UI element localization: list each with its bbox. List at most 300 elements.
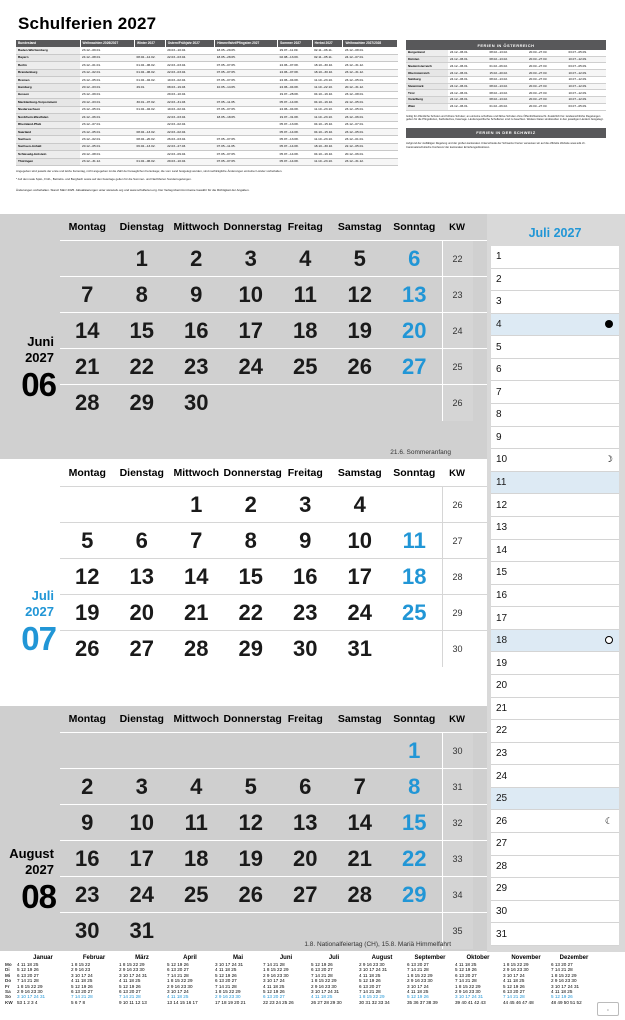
note-day-number: 24 bbox=[496, 770, 508, 782]
week-row bbox=[60, 312, 487, 348]
table-row bbox=[16, 151, 398, 158]
year-month-märz bbox=[118, 955, 166, 1005]
day-cell[interactable]: 30 bbox=[184, 390, 209, 415]
note-day-number: 8 bbox=[496, 409, 502, 421]
day-cell[interactable]: 13 bbox=[129, 564, 154, 589]
day-cell[interactable]: 19 bbox=[238, 846, 263, 871]
region-name: Oberösterreich bbox=[406, 70, 448, 77]
year-overview bbox=[0, 952, 625, 1020]
note-day-number: 21 bbox=[496, 702, 508, 714]
holiday-range: 23.12.–05.01. bbox=[80, 106, 135, 113]
day-cell[interactable]: 15 bbox=[129, 318, 154, 343]
day-cell[interactable]: 3 bbox=[299, 492, 312, 517]
day-cell[interactable]: 26 bbox=[347, 354, 372, 379]
holiday-range: 19.07.–28.08. bbox=[278, 91, 312, 98]
holiday-range bbox=[215, 121, 278, 128]
day-cell[interactable]: 30 bbox=[75, 918, 100, 943]
year-day-row: 7 14 21 28 bbox=[71, 994, 93, 1000]
note-row[interactable] bbox=[491, 856, 619, 879]
weekday-name: Montag bbox=[68, 221, 106, 233]
day-cell[interactable]: 9 bbox=[299, 528, 312, 553]
month-label bbox=[0, 706, 60, 952]
year-day-row: 1 8 15 22 29 bbox=[167, 978, 193, 984]
note-row[interactable] bbox=[491, 404, 619, 427]
weekday-name: Samstag bbox=[337, 467, 382, 479]
day-cell[interactable]: 6 bbox=[408, 246, 421, 271]
year-day-row: 1 8 15 22 29 bbox=[119, 962, 145, 967]
day-cell[interactable]: 17 bbox=[238, 318, 263, 343]
table-row bbox=[16, 69, 398, 76]
year-month-name: Dezember bbox=[559, 955, 589, 961]
day-cell[interactable]: 1 bbox=[135, 246, 148, 271]
note-row[interactable] bbox=[491, 675, 619, 698]
year-day-row: 2 9 16 23 30 bbox=[455, 989, 481, 995]
holiday-range: 11.10.–22.10. bbox=[312, 84, 343, 91]
day-cell[interactable]: 19 bbox=[75, 600, 100, 625]
week-number: 25 bbox=[442, 349, 473, 385]
day-cell[interactable]: 3 bbox=[135, 774, 148, 799]
table-row bbox=[16, 114, 398, 121]
note-row[interactable] bbox=[491, 810, 619, 833]
day-cell[interactable]: 20 bbox=[402, 318, 427, 343]
day-cell[interactable]: 24 bbox=[347, 600, 372, 625]
day-cell[interactable]: 26 bbox=[238, 882, 263, 907]
day-cell[interactable]: 23 bbox=[293, 600, 318, 625]
year-day-row: 3 10 17 24 31 bbox=[119, 972, 148, 978]
holiday-range: 22.03.–03.04. bbox=[165, 114, 215, 121]
note-row[interactable] bbox=[491, 494, 619, 517]
holiday-range bbox=[135, 47, 166, 54]
day-cell[interactable]: 27 bbox=[293, 882, 318, 907]
table-row bbox=[16, 91, 398, 98]
day-cell[interactable]: 21 bbox=[184, 600, 209, 625]
holiday-range: 22.03.–03.04. bbox=[165, 54, 215, 61]
holiday-range: 03.07.–05.09. bbox=[567, 50, 607, 56]
holiday-range: 04.10.–15.10. bbox=[312, 121, 343, 128]
month-label bbox=[0, 214, 60, 460]
day-cell[interactable]: 13 bbox=[293, 810, 318, 835]
holiday-range: 18.05.–18.05. bbox=[215, 114, 278, 121]
holiday-range: 04.10.–16.10. bbox=[312, 151, 343, 158]
year-day-row: 1 8 15 22 29 bbox=[455, 983, 481, 989]
holiday-range: 05.07.–13.08. bbox=[278, 121, 312, 128]
holiday-range: 24.12.–08.01. bbox=[80, 54, 135, 61]
note-day-number: 20 bbox=[496, 680, 508, 692]
day-cell[interactable]: 10 bbox=[129, 810, 154, 835]
full-moon-icon bbox=[605, 636, 613, 646]
holiday-range: 04.10.–16.10. bbox=[312, 99, 343, 106]
holiday-range: 29.03.–10.04. bbox=[165, 158, 215, 165]
day-cell[interactable]: 5 bbox=[353, 246, 366, 271]
note-row[interactable] bbox=[491, 381, 619, 404]
note-day-number: 27 bbox=[496, 838, 508, 850]
holiday-range: 24.12.–06.01. bbox=[80, 114, 135, 121]
year-day-row: 4 11 18 25 bbox=[167, 994, 189, 1000]
day-cell[interactable]: 20 bbox=[293, 846, 318, 871]
year-kw-row: 35 36 37 38 39 bbox=[407, 999, 438, 1005]
day-cell[interactable]: 4 bbox=[299, 246, 312, 271]
day-cell[interactable]: 12 bbox=[347, 282, 372, 307]
table-row bbox=[16, 158, 398, 165]
day-cell[interactable]: 24 bbox=[238, 354, 263, 379]
year-kw-row: 53 1 2 3 4 bbox=[17, 999, 38, 1005]
holiday-range: 20.12.–03.01. bbox=[80, 99, 135, 106]
day-cell[interactable]: 18 bbox=[293, 318, 318, 343]
week-row bbox=[60, 804, 487, 840]
day-cell[interactable]: 22 bbox=[238, 600, 263, 625]
day-cell[interactable]: 22 bbox=[129, 354, 154, 379]
week-number: 30 bbox=[442, 631, 473, 667]
day-cell[interactable]: 12 bbox=[238, 810, 263, 835]
table-row bbox=[406, 56, 606, 63]
day-cell[interactable]: 17 bbox=[347, 564, 372, 589]
day-cell[interactable]: 16 bbox=[293, 564, 318, 589]
month-name: Juli bbox=[31, 588, 54, 603]
year-kw-row: 13 14 15 16 17 bbox=[167, 999, 198, 1005]
state-name: Brandenburg bbox=[16, 69, 80, 76]
holiday-range: 23.12.–02.01. bbox=[80, 69, 135, 76]
year-day-row: 2 9 16 23 30 bbox=[167, 983, 193, 989]
month-year: 2027 bbox=[25, 350, 54, 365]
day-cell[interactable]: 15 bbox=[238, 564, 263, 589]
table-row bbox=[16, 129, 398, 136]
holiday-range: 23.12.–02.01. bbox=[80, 136, 135, 143]
table-header-row bbox=[16, 40, 398, 47]
holiday-range: 08.02.–12.02. bbox=[135, 54, 166, 61]
day-cell[interactable]: 14 bbox=[75, 318, 100, 343]
note-row[interactable] bbox=[491, 336, 619, 359]
weekday-name: Sonntag bbox=[393, 713, 436, 725]
day-cell[interactable]: 2 bbox=[81, 774, 94, 799]
note-row[interactable] bbox=[491, 833, 619, 856]
note-row[interactable] bbox=[491, 788, 619, 811]
day-cell[interactable]: 16 bbox=[184, 318, 209, 343]
week-number: 22 bbox=[442, 241, 473, 277]
day-cell[interactable]: 9 bbox=[81, 810, 94, 835]
day-cell[interactable]: 23 bbox=[184, 354, 209, 379]
year-kw-row: 26 27 28 29 30 bbox=[311, 999, 342, 1005]
holiday-range: 08.02.–13.02. bbox=[135, 129, 166, 136]
day-cell[interactable]: 4 bbox=[190, 774, 203, 799]
holiday-range: 23.12.–08.01. bbox=[343, 47, 398, 54]
note-row[interactable] bbox=[491, 562, 619, 585]
day-cell[interactable]: 1 bbox=[190, 492, 203, 517]
holiday-range: 20.03.–27.03. bbox=[527, 63, 567, 70]
holiday-range: 07.05.–07.05. bbox=[215, 151, 278, 158]
holiday-range: 29.01. bbox=[135, 84, 166, 91]
note-row[interactable] bbox=[491, 449, 619, 472]
holiday-range: 23.12.–05.01. bbox=[80, 129, 135, 136]
year-month-name: Oktober bbox=[466, 955, 490, 961]
holiday-range: 23.12.–31.12. bbox=[343, 62, 398, 69]
table-row bbox=[406, 83, 606, 90]
day-cell[interactable]: 14 bbox=[184, 564, 209, 589]
day-cell[interactable]: 11 bbox=[293, 282, 317, 307]
year-day-row: 6 13 20 27 bbox=[17, 972, 39, 978]
holiday-range: 29.07.–11.09. bbox=[278, 47, 312, 54]
week-row bbox=[60, 732, 487, 768]
holiday-range: 08.02.–20.02. bbox=[135, 136, 166, 143]
year-day-row: 1 8 15 22 29 bbox=[311, 978, 337, 984]
year-month-oktober bbox=[454, 955, 502, 1005]
day-cell[interactable]: 11 bbox=[184, 810, 208, 835]
year-day-row: 2 9 16 23 30 bbox=[119, 967, 145, 973]
weekday-name: Mittwoch bbox=[173, 467, 219, 479]
holiday-range: 10.07.–12.09. bbox=[567, 90, 607, 97]
day-cell[interactable]: 5 bbox=[81, 528, 94, 553]
day-cell[interactable]: 18 bbox=[402, 564, 427, 589]
note-row[interactable] bbox=[491, 607, 619, 630]
holiday-range: 23.12.–05.01. bbox=[343, 129, 398, 136]
day-cell[interactable]: 10 bbox=[347, 528, 372, 553]
day-cell[interactable]: 17 bbox=[129, 846, 154, 871]
note-day-number: 7 bbox=[496, 386, 502, 398]
week-number: 24 bbox=[442, 313, 473, 349]
weekday-name: Samstag bbox=[337, 713, 382, 725]
austria-switzerland-wrap bbox=[406, 40, 606, 149]
holiday-range bbox=[215, 129, 278, 136]
note-day-number: 28 bbox=[496, 860, 508, 872]
note-row[interactable] bbox=[491, 698, 619, 721]
holiday-range: 08.02.–13.02. bbox=[488, 83, 528, 90]
holiday-range: 08.02.–13.02. bbox=[488, 76, 528, 83]
note-day-number: 29 bbox=[496, 883, 508, 895]
day-cell[interactable]: 6 bbox=[299, 774, 312, 799]
note-day-number: 10 bbox=[496, 454, 508, 466]
year-day-row: 6 13 20 27 bbox=[551, 962, 573, 967]
day-cell[interactable]: 30 bbox=[293, 636, 318, 661]
day-cell[interactable]: 10 bbox=[238, 282, 263, 307]
table-row bbox=[406, 63, 606, 70]
day-cell[interactable]: 8 bbox=[135, 282, 148, 307]
day-cell[interactable]: 25 bbox=[184, 882, 209, 907]
holiday-range: 24.12.–06.01. bbox=[448, 90, 488, 97]
year-day-row: 1 8 15 22 bbox=[71, 962, 91, 967]
year-day-row: 4 11 18 25 bbox=[551, 989, 573, 995]
day-cell[interactable]: 18 bbox=[184, 846, 209, 871]
holiday-range: 23.12.–05.01. bbox=[343, 77, 398, 84]
day-cell[interactable]: 27 bbox=[402, 354, 427, 379]
note-row[interactable] bbox=[491, 878, 619, 901]
holiday-range: 18.05.–28.05. bbox=[215, 54, 278, 61]
dow-label: Fr bbox=[5, 983, 10, 989]
month-block-juni bbox=[0, 214, 487, 460]
day-cell[interactable]: 16 bbox=[75, 846, 100, 871]
note-row[interactable] bbox=[491, 269, 619, 292]
day-cell[interactable]: 7 bbox=[81, 282, 94, 307]
notes-column bbox=[487, 214, 625, 952]
day-cell[interactable]: 28 bbox=[347, 882, 372, 907]
note-row[interactable] bbox=[491, 652, 619, 675]
page-title: Schulferien 2027 bbox=[18, 14, 157, 33]
note-row[interactable] bbox=[491, 359, 619, 382]
holiday-range: 07.05.–07.05. bbox=[215, 77, 278, 84]
note-day-number: 1 bbox=[496, 251, 502, 263]
table-row bbox=[16, 136, 398, 143]
day-cell[interactable]: 9 bbox=[190, 282, 203, 307]
dow-label: So bbox=[5, 994, 11, 1000]
holiday-range: 24.06.–07.08. bbox=[278, 62, 312, 69]
note-row[interactable] bbox=[491, 901, 619, 924]
day-cell[interactable]: 29 bbox=[129, 390, 154, 415]
year-day-row: 5 12 19 26 bbox=[263, 989, 285, 995]
holiday-range: 05.07.–13.08. bbox=[278, 136, 312, 143]
year-month-name: Januar bbox=[33, 955, 53, 961]
day-cell[interactable]: 22 bbox=[402, 846, 427, 871]
year-day-row: 4 11 18 25 bbox=[263, 983, 285, 989]
holiday-range: 22.12.–05.01. bbox=[343, 99, 398, 106]
german-holidays-table-wrap bbox=[16, 40, 398, 192]
note-row[interactable] bbox=[491, 427, 619, 450]
note-row[interactable] bbox=[491, 314, 619, 337]
note-row[interactable] bbox=[491, 765, 619, 788]
day-cell[interactable]: 7 bbox=[190, 528, 203, 553]
day-cell[interactable]: 21 bbox=[75, 354, 100, 379]
year-day-row: 1 8 15 22 29 bbox=[215, 989, 241, 995]
year-day-row: 5 12 19 26 bbox=[455, 967, 477, 973]
holiday-range: 03.07.–05.09. bbox=[567, 63, 607, 70]
year-kw-row: 9 10 11 12 13 bbox=[119, 999, 147, 1005]
holiday-range: 01.02.–06.02. bbox=[135, 158, 166, 165]
year-day-row: 5 12 19 26 bbox=[551, 994, 573, 1000]
year-day-row: 6 13 20 27 bbox=[263, 994, 285, 1000]
note-row[interactable] bbox=[491, 585, 619, 608]
month-label bbox=[0, 460, 60, 706]
day-cell[interactable]: 5 bbox=[244, 774, 257, 799]
months-container bbox=[0, 214, 487, 952]
day-cell[interactable]: 25 bbox=[402, 600, 427, 625]
year-day-row: 3 10 17 24 31 bbox=[17, 994, 46, 1000]
year-day-row: 2 9 16 23 30 bbox=[17, 989, 43, 995]
holiday-range: 24.06.–07.08. bbox=[278, 69, 312, 76]
year-day-row: 6 13 20 27 bbox=[407, 962, 429, 967]
day-cell[interactable]: 31 bbox=[347, 636, 372, 661]
note-day-number: 26 bbox=[496, 815, 508, 827]
note-row[interactable] bbox=[491, 743, 619, 766]
weekday-name: Freitag bbox=[287, 713, 323, 725]
table-row bbox=[16, 77, 398, 84]
day-cell[interactable]: 13 bbox=[402, 282, 427, 307]
day-cell[interactable]: 2 bbox=[244, 492, 257, 517]
note-row[interactable] bbox=[491, 923, 619, 946]
state-name: Mecklenburg-Vorpommern bbox=[16, 99, 80, 106]
holiday-range: 08.02.–13.02. bbox=[488, 90, 528, 97]
day-cell[interactable]: 14 bbox=[347, 810, 372, 835]
day-cell[interactable]: 28 bbox=[75, 390, 100, 415]
day-cell[interactable]: 7 bbox=[353, 774, 366, 799]
day-cell[interactable]: 21 bbox=[347, 846, 372, 871]
region-name: Wien bbox=[406, 103, 448, 110]
note-row[interactable] bbox=[491, 246, 619, 269]
day-cell[interactable]: 11 bbox=[402, 528, 426, 553]
year-month-name: August bbox=[371, 955, 393, 961]
day-cell[interactable]: 15 bbox=[402, 810, 427, 835]
holiday-range: 23.12.–01.01. bbox=[343, 136, 398, 143]
day-cell[interactable]: 25 bbox=[293, 354, 318, 379]
day-cell[interactable]: 24 bbox=[129, 882, 154, 907]
day-cell[interactable]: 20 bbox=[129, 600, 154, 625]
table-row bbox=[16, 143, 398, 150]
day-cell[interactable]: 12 bbox=[75, 564, 100, 589]
year-day-row: 5 12 19 26 bbox=[17, 967, 39, 973]
holiday-range: 02.11.–05.11. bbox=[312, 54, 343, 61]
note-row[interactable] bbox=[491, 291, 619, 314]
month-name: Juni bbox=[27, 334, 54, 349]
year-day-row: 1 8 15 22 29 bbox=[551, 972, 577, 978]
year-day-row: 4 11 18 25 bbox=[311, 994, 333, 1000]
note-day-number: 2 bbox=[496, 273, 502, 285]
holiday-range: 26.03.–03.04. bbox=[165, 136, 215, 143]
day-cell[interactable]: 1 bbox=[408, 738, 421, 763]
year-day-row: 6 13 20 27 bbox=[215, 978, 237, 984]
day-cell[interactable]: 8 bbox=[244, 528, 257, 553]
note-row[interactable] bbox=[491, 630, 619, 653]
note-row[interactable] bbox=[491, 517, 619, 540]
weekday-name: Dienstag bbox=[119, 221, 164, 233]
day-cell[interactable]: 6 bbox=[135, 528, 148, 553]
holiday-range: 01.02.–06.02. bbox=[488, 63, 528, 70]
day-cell[interactable]: 8 bbox=[408, 774, 421, 799]
day-cell[interactable]: 31 bbox=[129, 918, 154, 943]
year-month-name: November bbox=[511, 955, 541, 961]
year-kw-row: 44 45 46 47 48 bbox=[503, 999, 534, 1005]
holiday-range: 23.12.–05.01. bbox=[80, 77, 135, 84]
table-row bbox=[16, 47, 398, 54]
day-cell[interactable]: 27 bbox=[129, 636, 154, 661]
note-row[interactable] bbox=[491, 720, 619, 743]
day-cell[interactable]: 29 bbox=[238, 636, 263, 661]
holiday-range: 22.03.–03.04. bbox=[165, 69, 215, 76]
month-note: 21.6. Sommeranfang bbox=[390, 449, 451, 456]
week-row bbox=[60, 594, 487, 630]
year-day-row: 5 12 19 26 bbox=[311, 962, 333, 967]
table-row bbox=[406, 70, 606, 77]
note-row[interactable] bbox=[491, 540, 619, 563]
holiday-range: 22.03.–09.04. bbox=[165, 151, 215, 158]
note-row[interactable] bbox=[491, 472, 619, 495]
day-cell[interactable]: 29 bbox=[402, 882, 427, 907]
year-kw-row: 5 6 7 8 bbox=[71, 999, 86, 1005]
holiday-range: 24.12.–06.01. bbox=[448, 76, 488, 83]
year-day-row: 2 9 16 23 30 bbox=[311, 983, 337, 989]
day-cell[interactable]: 3 bbox=[244, 246, 257, 271]
year-day-row: 6 13 20 27 bbox=[455, 972, 477, 978]
year-day-row: 6 13 20 27 bbox=[119, 989, 141, 995]
year-day-row: 7 14 21 28 bbox=[167, 972, 189, 978]
state-name: Sachsen bbox=[16, 136, 80, 143]
state-name: Bayern bbox=[16, 54, 80, 61]
month-block-juli bbox=[0, 460, 487, 706]
day-cell[interactable]: 28 bbox=[184, 636, 209, 661]
holiday-range: 01.02.–06.02. bbox=[488, 103, 528, 110]
day-cell[interactable]: 26 bbox=[75, 636, 100, 661]
day-cell[interactable]: 2 bbox=[190, 246, 203, 271]
year-month-mai bbox=[214, 955, 262, 1005]
weekday-name: Freitag bbox=[287, 221, 323, 233]
day-cell[interactable]: 4 bbox=[353, 492, 366, 517]
week-number: 23 bbox=[442, 277, 473, 313]
day-cell[interactable]: 19 bbox=[347, 318, 372, 343]
year-month-name: Februar bbox=[82, 955, 106, 961]
holiday-range: 20.03.–27.03. bbox=[527, 56, 567, 63]
day-cell[interactable]: 23 bbox=[75, 882, 100, 907]
weekday-header bbox=[60, 706, 487, 732]
holiday-range: 24.12.–06.01. bbox=[448, 103, 488, 110]
holiday-range: 23.12.–09.01. bbox=[80, 91, 135, 98]
holiday-range: 20.12.–05.01. bbox=[80, 143, 135, 150]
year-kw-row: 17 18 19 20 21 bbox=[215, 999, 246, 1005]
year-day-row: 5 12 19 26 bbox=[71, 983, 93, 989]
